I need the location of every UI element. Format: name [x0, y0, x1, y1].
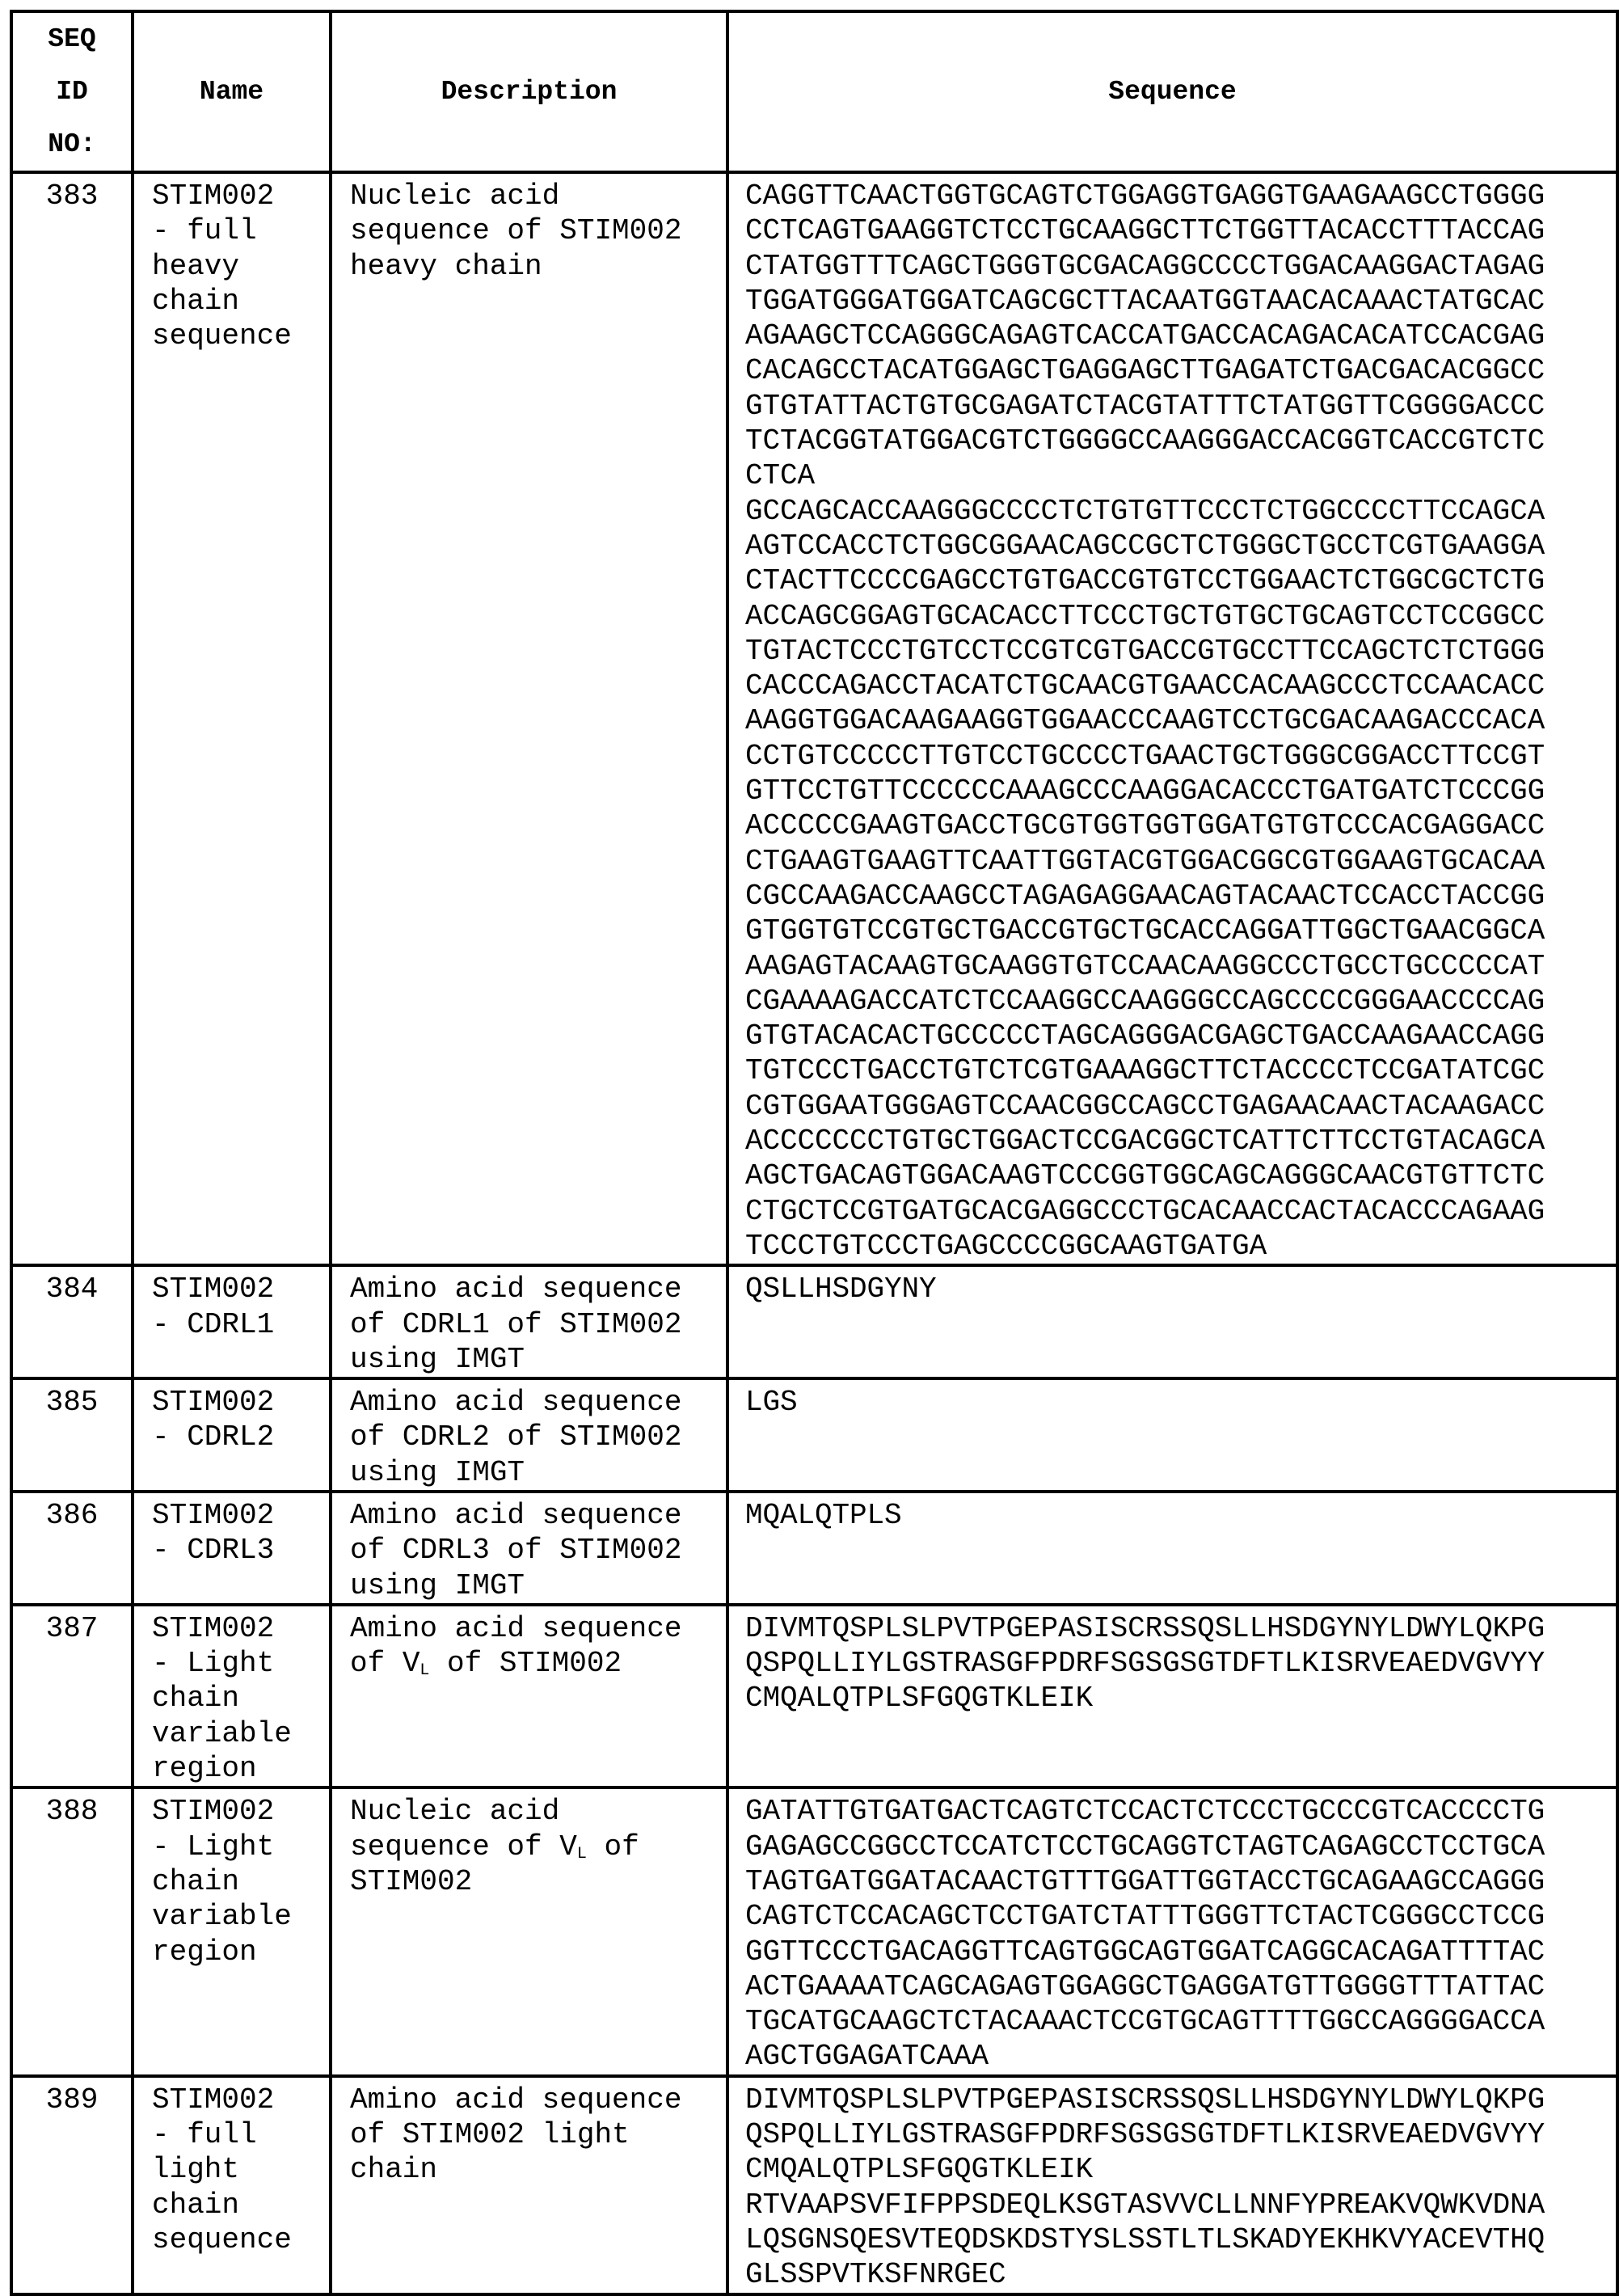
description-line: of CDRL1 of STIM002	[350, 1307, 726, 1342]
description-line: using IMGT	[350, 1342, 726, 1377]
header-description: Description	[331, 11, 727, 172]
sequence-line: CCTGTCCCCCTTGTCCTGCCCCTGAACTGCTGGGCGGACCTTCCGT	[745, 739, 1616, 774]
description-line: STIM002	[350, 1864, 726, 1899]
sequence-line: CTACTTCCCCGAGCCTGTGACCGTGTCCTGGAACTCTGGCGCTCTG	[745, 563, 1616, 598]
header-seq-id	[11, 11, 133, 172]
name-line: STIM002	[152, 1498, 329, 1533]
name-line: region	[152, 1751, 329, 1786]
name-line: sequence	[152, 319, 329, 353]
seq-id-cell: 389	[11, 2076, 133, 2294]
description-cell	[331, 1605, 727, 1787]
sequence-line: ACCCCCCCTGTGCTGGACTCCGACGGCTCATTCTTCCTGTACAGCA	[745, 1124, 1616, 1159]
sequence-line: AAGGTGGACAAGAAGGTGGAACCCAAGTCCTGCGACAAGACCCACA	[745, 703, 1616, 738]
sequence-line: CTGCTCCGTGATGCACGAGGCCCTGCACAACCACTACACCCAGAAG	[745, 1194, 1616, 1229]
seq-id-cell: 386	[11, 1492, 133, 1605]
sequence-line: CAGTCTCCACAGCTCCTGATCTATTTGGGTTCTACTCGGGCCTCCG	[745, 1899, 1616, 1934]
sequence-line: CTCA	[745, 458, 1616, 493]
subscript-l: L	[420, 1661, 429, 1680]
sequence-line: GATATTGTGATGACTCAGTCTCCACTCTCCCTGCCCGTCACCCCTG	[745, 1794, 1616, 1829]
sequence-line: GTTCCTGTTCCCCCCAAAGCCCAAGGACACCCTGATGATCTCCCGG	[745, 774, 1616, 808]
name-line: chain	[152, 1864, 329, 1899]
sequence-line: QSPQLLIYLGSTRASGFPDRFSGSGSGTDFTLKISRVEAEDVGVYY	[745, 1646, 1616, 1681]
description-cell	[331, 1265, 727, 1378]
sequence-cell	[727, 1378, 1617, 1492]
header-row	[11, 11, 1617, 172]
name-cell	[133, 2076, 331, 2294]
description-cell	[331, 1492, 727, 1605]
sequence-line: QSLLHSDGYNY	[745, 1272, 1616, 1306]
name-cell	[133, 1378, 331, 1492]
sequence-table	[10, 10, 1619, 2296]
name-cell	[133, 1605, 331, 1787]
sequence-line: GTGTATTACTGTGCGAGATCTACGTATTTCTATGGTTCGGGGACCC	[745, 389, 1616, 424]
description-cell	[331, 172, 727, 1265]
name-line: - CDRL3	[152, 1533, 329, 1568]
sequence-line: AGCTGACAGTGGACAAGTCCCGGTGGCAGCAGGGCAACGTGTTCTC	[745, 1159, 1616, 1193]
sequence-line: CGCCAAGACCAAGCCTAGAGAGGAACAGTACAACTCCACCTACCGG	[745, 879, 1616, 914]
name-line: chain	[152, 1681, 329, 1716]
header-name: Name	[133, 11, 331, 172]
sequence-line: CMQALQTPLSFGQGTKLEIK	[745, 1681, 1616, 1716]
sequence-line: ACTGAAAATCAGCAGAGTGGAGGCTGAGGATGTTGGGGTTTATTAC	[745, 1969, 1616, 2004]
header-seq-id-line: NO:	[13, 118, 131, 171]
name-line: STIM002	[152, 1611, 329, 1646]
name-line: STIM002	[152, 1385, 329, 1420]
sequence-line: CTGAAGTGAAGTTCAATTGGTACGTGGACGGCGTGGAAGTGCACAA	[745, 844, 1616, 879]
description-line: Nucleic acid	[350, 1794, 726, 1829]
sequence-line: MQALQTPLS	[745, 1498, 1616, 1533]
sequence-line: TGCATGCAAGCTCTACAAACTCCGTGCAGTTTTGGCCAGGGGACCA	[745, 2004, 1616, 2039]
sequence-line: GCCAGCACCAAGGGCCCCTCTGTGTTCCCTCTGGCCCCTTCCAGCA	[745, 494, 1616, 529]
name-line: STIM002	[152, 1272, 329, 1306]
name-line: STIM002	[152, 179, 329, 213]
description-line: Amino acid sequence	[350, 1611, 726, 1646]
description-line: Amino acid sequence	[350, 1272, 726, 1306]
name-cell	[133, 1492, 331, 1605]
sequence-line: TCTACGGTATGGACGTCTGGGGCCAAGGGACCACGGTCACCGTCTC	[745, 424, 1616, 458]
name-line: variable	[152, 1899, 329, 1934]
sequence-cell	[727, 1492, 1617, 1605]
description-line: of CDRL3 of STIM002	[350, 1533, 726, 1568]
table-row	[11, 1378, 1617, 1492]
description-line: Amino acid sequence	[350, 2083, 726, 2117]
description-line: sequence of VL of	[350, 1830, 726, 1864]
sequence-line: RTVAAPSVFIFPPSDEQLKSGTASVVCLLNNFYPREAKVQWKVDNA	[745, 2188, 1616, 2222]
description-line: heavy chain	[350, 249, 726, 284]
table-row	[11, 1787, 1617, 2075]
description-cell	[331, 2076, 727, 2294]
sequence-line: GGTTCCCTGACAGGTTCAGTGGCAGTGGATCAGGCACAGATTTTAC	[745, 1935, 1616, 1969]
sequence-line: LQSGNSQESVTEQDSKDSTYSLSSTLTLSKADYEKHKVYACEVTHQ	[745, 2222, 1616, 2257]
description-line: using IMGT	[350, 1568, 726, 1603]
sequence-line: AGTCCACCTCTGGCGGAACAGCCGCTCTGGGCTGCCTCGTGAAGGA	[745, 529, 1616, 563]
sequence-line: ACCCCCGAAGTGACCTGCGTGGTGGTGGATGTGTCCCACGAGGACC	[745, 808, 1616, 843]
description-line: of STIM002 light	[350, 2117, 726, 2152]
description-line: of VL of STIM002	[350, 1646, 726, 1681]
sequence-line: CTATGGTTTCAGCTGGGTGCGACAGGCCCCTGGACAAGGACTAGAG	[745, 249, 1616, 284]
name-line: - Light	[152, 1646, 329, 1681]
subscript-l: L	[577, 1845, 587, 1863]
table-row	[11, 1605, 1617, 1787]
sequence-line: LGS	[745, 1385, 1616, 1420]
name-line: heavy	[152, 249, 329, 284]
sequence-line: GLSSPVTKSFNRGEC	[745, 2257, 1616, 2292]
sequence-line: AAGAGTACAAGTGCAAGGTGTCCAACAAGGCCCTGCCTGCCCCCAT	[745, 949, 1616, 984]
sequence-line: CMQALQTPLSFGQGTKLEIK	[745, 2152, 1616, 2187]
sequence-line: CAGGTTCAACTGGTGCAGTCTGGAGGTGAGGTGAAGAAGCCTGGGG	[745, 179, 1616, 213]
name-line: - full	[152, 213, 329, 248]
name-line: chain	[152, 284, 329, 319]
header-sequence: Sequence	[727, 11, 1617, 172]
sequence-cell	[727, 2076, 1617, 2294]
description-line: Amino acid sequence	[350, 1498, 726, 1533]
name-line: - Light	[152, 1830, 329, 1864]
name-cell	[133, 172, 331, 1265]
name-line: sequence	[152, 2222, 329, 2257]
table-row	[11, 1492, 1617, 1605]
name-line: STIM002	[152, 1794, 329, 1829]
sequence-line: TGTACTCCCTGTCCTCCGTCGTGACCGTGCCTTCCAGCTCTCTGGG	[745, 634, 1616, 669]
name-line: chain	[152, 2188, 329, 2222]
seq-id-cell: 383	[11, 172, 133, 1265]
description-line: Nucleic acid	[350, 179, 726, 213]
description-cell	[331, 1378, 727, 1492]
header-seq-id-line: SEQ	[13, 13, 131, 65]
sequence-line: CACCCAGACCTACATCTGCAACGTGAACCACAAGCCCTCCAACACC	[745, 669, 1616, 703]
sequence-line: TAGTGATGGATACAACTGTTTGGATTGGTACCTGCAGAAGCCAGGG	[745, 1864, 1616, 1899]
sequence-line: GAGAGCCGGCCTCCATCTCCTGCAGGTCTAGTCAGAGCCTCCTGCA	[745, 1830, 1616, 1864]
sequence-line: GTGTACACACTGCCCCCTAGCAGGGACGAGCTGACCAAGAACCAGG	[745, 1019, 1616, 1053]
sequence-cell	[727, 1265, 1617, 1378]
seq-id-cell: 388	[11, 1787, 133, 2075]
table-body	[11, 172, 1617, 2294]
description-line: of CDRL2 of STIM002	[350, 1420, 726, 1454]
name-line: - CDRL2	[152, 1420, 329, 1454]
sequence-cell	[727, 1787, 1617, 2075]
sequence-cell	[727, 172, 1617, 1265]
sequence-line: DIVMTQSPLSLPVTPGEPASISCRSSQSLLHSDGYNYLDWYLQKPG	[745, 2083, 1616, 2117]
sequence-line: TGTCCCTGACCTGTCTCGTGAAAGGCTTCTACCCCTCCGATATCGC	[745, 1053, 1616, 1088]
seq-id-cell: 384	[11, 1265, 133, 1378]
sequence-line: CGAAAAGACCATCTCCAAGGCCAAGGGCCAGCCCCGGGAACCCCAG	[745, 984, 1616, 1019]
name-line: variable	[152, 1716, 329, 1751]
sequence-line: GTGGTGTCCGTGCTGACCGTGCTGCACCAGGATTGGCTGAACGGCA	[745, 914, 1616, 948]
seq-id-cell: 385	[11, 1378, 133, 1492]
table-row	[11, 2076, 1617, 2294]
sequence-line: ACCAGCGGAGTGCACACCTTCCCTGCTGTGCTGCAGTCCTCCGGCC	[745, 599, 1616, 634]
sequence-line: CCTCAGTGAAGGTCTCCTGCAAGGCTTCTGGTTACACCTTTACCAG	[745, 213, 1616, 248]
description-line: Amino acid sequence	[350, 1385, 726, 1420]
seq-id-cell: 387	[11, 1605, 133, 1787]
name-cell	[133, 1787, 331, 2075]
sequence-line: AGAAGCTCCAGGGCAGAGTCACCATGACCACAGACACATCCACGAG	[745, 319, 1616, 353]
description-cell	[331, 1787, 727, 2075]
description-line: sequence of STIM002	[350, 213, 726, 248]
description-line: chain	[350, 2152, 726, 2187]
name-line: - full	[152, 2117, 329, 2152]
table-row	[11, 172, 1617, 1265]
sequence-line: CACAGCCTACATGGAGCTGAGGAGCTTGAGATCTGACGACACGGCC	[745, 353, 1616, 388]
table-row	[11, 1265, 1617, 1378]
header-seq-id-line: ID	[13, 65, 131, 118]
name-line: light	[152, 2152, 329, 2187]
sequence-line: DIVMTQSPLSLPVTPGEPASISCRSSQSLLHSDGYNYLDWYLQKPG	[745, 1611, 1616, 1646]
sequence-line: AGCTGGAGATCAAA	[745, 2039, 1616, 2074]
sequence-line: TGGATGGGATGGATCAGCGCTTACAATGGTAACACAAACTATGCAC	[745, 284, 1616, 319]
sequence-cell	[727, 1605, 1617, 1787]
name-cell	[133, 1265, 331, 1378]
description-line: using IMGT	[350, 1455, 726, 1490]
sequence-line: QSPQLLIYLGSTRASGFPDRFSGSGSGTDFTLKISRVEAEDVGVYY	[745, 2117, 1616, 2152]
sequence-line: CGTGGAATGGGAGTCCAACGGCCAGCCTGAGAACAACTACAAGACC	[745, 1089, 1616, 1124]
name-line: STIM002	[152, 2083, 329, 2117]
sequence-line: TCCCTGTCCCTGAGCCCCGGCAAGTGATGA	[745, 1229, 1616, 1264]
name-line: - CDRL1	[152, 1307, 329, 1342]
name-line: region	[152, 1935, 329, 1969]
